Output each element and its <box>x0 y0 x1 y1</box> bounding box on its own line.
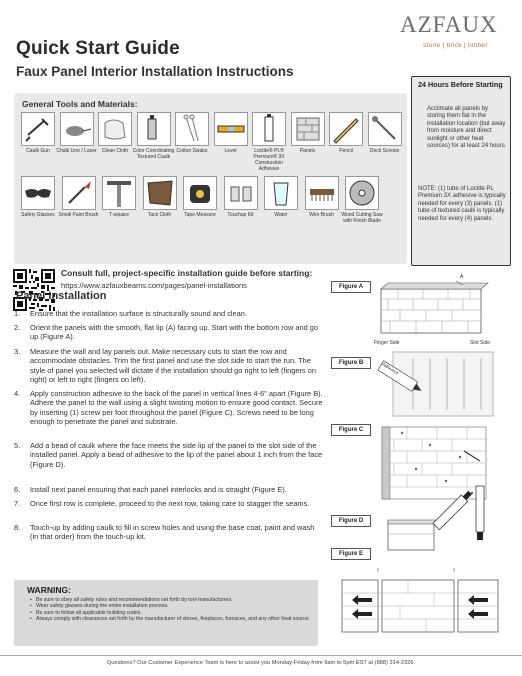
tool-item <box>55 112 99 154</box>
step-text: Measure the wall and lay panels out. Make necessary cuts to start the row and accommodate obstacles. Trim the first panel and use the slot side to start the run. The style of panel you selected will dictate if the installation should go right to left (fingers on right) or left to right (fingers on left). <box>30 347 316 384</box>
tool-label: Pencil <box>339 148 353 154</box>
tool-item <box>16 176 60 218</box>
tool-item <box>93 112 137 154</box>
panels-icon <box>291 112 325 146</box>
tool-item <box>16 112 60 154</box>
level-icon <box>214 112 248 146</box>
wire-brush-icon <box>305 176 339 210</box>
tool-item <box>363 112 407 154</box>
step-text: Once first row is complete, proceed to the next row, taking care to stagger the seams. <box>30 499 310 508</box>
tool-label: Deck Screws <box>369 148 400 154</box>
paint-brush-icon <box>62 176 96 210</box>
tools-heading: General Tools and Materials: <box>22 99 138 109</box>
acclimate-body: Acclimate all panels by storing them flat in the installation location (but away from moisture and direct sunlight or other heat sources) for at least 24 hours. <box>427 106 507 150</box>
tool-label: Tape Measure <box>184 212 216 218</box>
step-number: 7. <box>14 499 21 508</box>
figure-e-illustration <box>338 568 503 640</box>
step-text: Install next panel ensuring that each panel interlocks and is straight (Figure E). <box>30 485 287 494</box>
adhesive-note: NOTE: (1) tube of Loctite PL Premium 3X adhesive is typically needed for every (3) panels. (1) tube of textured caulk is typically needed for every (4) panels. <box>418 186 506 222</box>
adhesive-tube-label: Adhesive <box>381 361 400 376</box>
step-number: 1. <box>14 309 21 318</box>
caulk-tube-icon <box>137 112 171 146</box>
page-subtitle: Faux Panel Interior Installation Instructions <box>16 64 294 79</box>
warning-item: • Wear safety glasses during the entire installation process. <box>30 603 310 609</box>
tool-item <box>247 112 291 172</box>
figure-d-illustration <box>372 484 497 556</box>
tool-label: T-square <box>109 212 129 218</box>
slot-side-label: Slot Side <box>470 340 491 346</box>
figure-a-lip-marker: A <box>460 274 464 280</box>
brand-tagline: stone | brick | timber <box>423 42 488 49</box>
step-number: 4. <box>14 389 21 398</box>
cotton-swab-icon <box>175 112 209 146</box>
step-text: Orient the panels with the smooth, flat lip (A) facing up. Start with the bottom row and go up (Figure A). <box>30 323 318 342</box>
tool-item <box>170 112 214 154</box>
t-square-icon <box>102 176 136 210</box>
tool-item <box>259 176 303 218</box>
finger-side-label: Finger Side <box>374 340 400 346</box>
tool-item <box>324 112 368 154</box>
figure-a-illustration <box>368 277 494 345</box>
tool-label: Wood Cutting Saw with Finish Blade <box>341 212 383 224</box>
tape-measure-icon <box>183 176 217 210</box>
footer-contact: Questions? Our Customer Experience Team is here to assist you Monday-Friday from 9am to 5pm EST at (888) 314-2326. <box>106 660 416 666</box>
tool-item <box>97 176 141 218</box>
caulk-gun-icon <box>21 112 55 146</box>
tool-label: Color Coordinating Textured Caulk <box>132 148 175 160</box>
tool-label: Clean Cloth <box>101 148 129 154</box>
cloth-icon <box>98 112 132 146</box>
tool-item <box>300 176 344 218</box>
screw-icon <box>368 112 402 146</box>
tool-item <box>57 176 101 218</box>
acclimate-heading: 24 Hours Before Starting <box>418 80 503 89</box>
figure-a-label: Figure A <box>331 281 371 293</box>
tool-label: Wire Brush <box>309 212 334 218</box>
step-text: Apply construction adhesive to the back of the panel in vertical lines 4-6" apart (Figure B). Adhere the panel to the wall using a slight twisting motion to ensure good contact. Secure by inserting (1) screw per foot throughout the panel (Figure C). Screws need to be long enough to penetrate the panel and substrate. <box>30 389 323 426</box>
saw-blade-icon <box>345 176 379 210</box>
figure-c-label: Figure C <box>331 424 371 436</box>
chalk-line-icon <box>60 112 94 146</box>
step-text: Touch-up by adding caulk to fill in screw holes and using the base coat, paint and wash (in that order) from the touch-up kit. <box>30 523 315 542</box>
tool-label: Touchup Kit <box>227 212 254 218</box>
tool-item <box>138 176 182 218</box>
tool-item <box>340 176 384 224</box>
consult-guide-text: Consult full, project-specific installation guide before starting: <box>61 268 313 278</box>
tack-cloth-icon <box>143 176 177 210</box>
tool-label: Small Paint Brush <box>58 212 99 218</box>
warning-item: • Always comply with clearances set forth by the manufacturer of stoves, fireplaces, furnaces, and any other heat source. <box>30 616 310 622</box>
tool-item <box>219 176 263 218</box>
tool-label: Safety Glasses <box>21 212 55 218</box>
tool-item <box>132 112 176 160</box>
figure-e-label: Figure E <box>331 548 371 560</box>
step-number: 6. <box>14 485 21 494</box>
page-title: Quick Start Guide <box>16 38 180 59</box>
tool-label: Loctite® PL® Premium® 3X Construction Adhesive <box>253 148 285 172</box>
tool-label: Chalk Line / Laser <box>56 148 97 154</box>
tool-label: Cotton Swabs <box>176 148 208 154</box>
step-number: 2. <box>14 323 21 332</box>
touchup-kit-icon <box>224 176 258 210</box>
warning-list <box>30 597 310 622</box>
footer-divider <box>0 655 522 656</box>
step-text: Ensure that the installation surface is structurally sound and clean. <box>30 309 247 318</box>
brand-logo: AZFAUX <box>400 12 498 37</box>
figure-b-illustration <box>375 350 497 418</box>
tool-label: Panels <box>299 148 316 154</box>
step-number: 3. <box>14 347 21 356</box>
tool-label: Caulk Gun <box>26 148 50 154</box>
step-number: 5. <box>14 441 21 450</box>
warning-item: • Be sure to obey all safety rules and recommendations set forth by tool manufacturers. <box>30 597 310 603</box>
tool-label: Level <box>224 148 237 154</box>
warning-item: • Be sure to follow all applicable building codes. <box>30 610 310 616</box>
tool-item <box>286 112 330 154</box>
warning-title: WARNING: <box>27 585 71 595</box>
tool-item <box>209 112 253 154</box>
figure-b-label: Figure B <box>331 357 371 369</box>
tool-label: Water <box>274 212 288 218</box>
guide-link[interactable]: https://www.azfauxbeams.com/pages/panel-installations <box>61 281 247 290</box>
acclimate-note-box <box>411 76 511 266</box>
step-text: Add a bead of caulk where the face meets the side lip of the panel to the slot side of the installed panel. Apply a bead of adhesive to the lip of the panel about 1 inch from the face (Figure D). <box>30 441 323 469</box>
tool-item <box>178 176 222 218</box>
safety-glasses-icon <box>21 176 55 210</box>
step-number: 8. <box>14 523 21 532</box>
adhesive-tube-icon <box>252 112 286 146</box>
tool-label: Tack Cloth <box>147 212 172 218</box>
pencil-icon <box>329 112 363 146</box>
figure-d-label: Figure D <box>331 515 371 527</box>
panel-installation-heading: Panel Installation <box>16 290 107 302</box>
water-glass-icon <box>264 176 298 210</box>
